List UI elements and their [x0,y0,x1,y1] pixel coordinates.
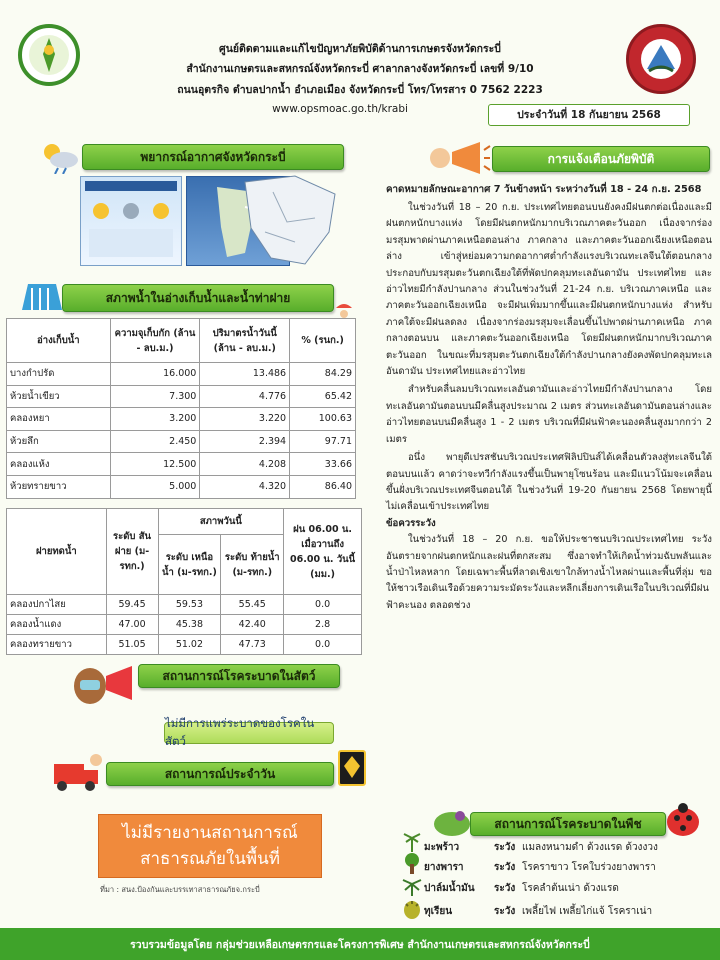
percent-value: 97.71 [290,430,356,453]
upstream-value: 51.02 [158,635,221,655]
col-capacity: ความจุเก็บกัก (ล้าน - ลบ.ม.) [110,319,200,363]
table-row [7,430,356,453]
reservoir-table [6,318,356,499]
col-volume: ปริมาตรน้ำวันนี้ (ล้าน - ลบ.ม.) [200,319,290,363]
volume-value: 4.776 [200,385,290,408]
crest-value: 59.45 [106,595,158,615]
warning-paragraph-4: ในช่วงวันที่ 18 – 20 ก.ย. ขอให้ประชาชนบริเวณประเทศไทย ระวังอันตรายจากฝนตกหนักและฝนที่ตกสะสม ซึ่งอาจทำให้เกิดน้ำท่วมฉับพลันและน้ำป่าไหลหลาก โดยเฉพาะพื้นที่ลาดเชิงเขาใกล้ทางน้ำไหลผ่านและพื้นที่ลุ่ม ขอให้ชาวเรือเดินเรือด้วยความระมัดระวังและหลีกเลี่ยงการเดินเรือในบริเวณที่มีฝนฟ้าคะนอง ตลอดช่วง [386,534,712,611]
caution-word: ระวัง [494,882,516,894]
capacity-value: 2.450 [110,430,200,453]
table-row [7,453,356,476]
capacity-value: 12.500 [110,453,200,476]
header-line-2: สำนักงานเกษตรและสหกรณ์จังหวัดกระบี่ ศาลากลางจังหวัดกระบี่ เลขที่ 9/10 [186,63,534,75]
daily-status-line-1: ไม่มีรายงานสถานการณ์ [122,823,298,843]
warning-paragraph-3: อนึ่ง พายุดีเปรสชันบริเวณประเทศฟิลิปปินส์ได้เคลื่อนตัวลงสู่ทะเลจีนใต้ตอนบนแล้ว คาดว่าจะทวีกำลังแรงขึ้นเป็นพายุโซนร้อน และมีแนวโน้มจะเคลื่อนขึ้นฝั่งบริเวณประเทศจีนตอนใต้ ในช่วงวันที่ 19-20 กันยายน 2568 โดยพายุนี้ไม่เคลื่อนเข้าประเทศไทย [386,452,712,513]
reservoir-title: สภาพน้ำในอ่างเก็บน้ำและน้ำท่าฝาย [62,284,334,312]
volume-value: 4.320 [200,475,290,498]
plant-disease-title: สถานการณ์โรคระบาดในพืช [470,812,666,836]
table-row [7,615,362,635]
warning-megaphone-icon [428,138,492,178]
firetruck-icon [52,752,104,792]
rain-value: 2.8 [284,615,362,635]
weather-forecast-image [80,176,182,266]
volume-value: 13.486 [200,363,290,386]
rain-value: 0.0 [284,635,362,655]
plant-row-coconut [398,838,658,856]
reservoir-name: คลองหยา [7,408,111,431]
pest-list: แมลงหนามดำ ด้วงแรด ด้วงงวง [522,841,658,853]
caution-word: ระวัง [494,905,516,917]
col-weir: ฝายทดน้ำ [7,509,107,595]
warning-paragraph-2: สำหรับคลื่นลมบริเวณทะเลอันดามันและอ่าวไทยมีกำลังปานกลาง โดยทะเลอันดามันตอนบนมีคลื่นสูงประมาณ 2 เมตร ส่วนทะเลอันดามันตอนล่างและอ่าวไทยตอนบนมีคลื่นสูง 1 - 2 เมตร บริเวณที่มีฝนฟ้าคะนองคลื่นสูงมากกว่า 2 เมตร [386,384,712,445]
dpm-logo [338,750,366,786]
daily-status-box [98,814,322,878]
downstream-value: 55.45 [221,595,284,615]
weir-name: คลองปกาไสย [7,595,107,615]
dam-icon [18,280,66,314]
percent-value: 33.66 [290,453,356,476]
forecast-heading: คาดหมายลักษณะอากาศ 7 วันข้างหน้า ระหว่างวันที่ 18 - 24 ก.ย. 2568 [386,184,702,195]
leaf-icon [430,806,474,840]
col-upstream: ระดับ เหนือน้ำ (ม-รทก.) [158,535,221,595]
daily-source: ที่มา : สนง.ป้องกันและบรรเทาสาธารณภัยจ.กระบี่ [100,885,260,894]
upstream-value: 45.38 [158,615,221,635]
header-website[interactable]: www.opsmoac.go.th/krabi [272,103,408,115]
crop-name: ยางพารา [424,861,464,873]
plant-row-oil-palm [398,879,619,897]
col-reservoir: อ่างเก็บน้ำ [7,319,111,363]
volume-value: 2.394 [200,430,290,453]
weir-name: คลองน้ำแดง [7,615,107,635]
weir-name: คลองทรายขาว [7,635,107,655]
col-today: สภาพวันนี้ [158,509,284,535]
table-row [7,385,356,408]
reservoir-name: คลองแห้ง [7,453,111,476]
col-crest: ระดับ สันฝาย (ม-รทก.) [106,509,158,595]
pest-list: โรคราขาว โรคใบร่วงยางพารา [522,861,656,873]
reservoir-name: ห้วยทรายขาว [7,475,111,498]
percent-value: 100.63 [290,408,356,431]
plant-row-durian [398,902,652,920]
crop-name: ทุเรียน [424,905,453,917]
krabi-seal-logo [626,24,696,94]
warning-text [386,200,712,614]
caution-word: ระวัง [494,841,516,853]
capacity-value: 7.300 [110,385,200,408]
reservoir-name: ห้วยน้ำเขียว [7,385,111,408]
warning-title: การแจ้งเตือนภัยพิบัติ [492,146,710,172]
volume-value: 3.220 [200,408,290,431]
capacity-value: 16.000 [110,363,200,386]
capacity-value: 3.200 [110,408,200,431]
percent-value: 86.40 [290,475,356,498]
daily-status-line-2: สาธารณภัยในพื้นที่ [140,849,280,869]
moac-logo [18,24,80,86]
header-line-3: ถนนอุตรกิจ ตำบลปากน้ำ อำเภอเมือง จังหวัดกระบี่ โทร/โทรสาร 0 7562 2223 [177,84,543,96]
caution-word: ระวัง [494,861,516,873]
downstream-value: 47.73 [221,635,284,655]
table-row [7,635,362,655]
pest-list: เพลี้ยไฟ เพลี้ยไก่แจ้ โรคราเน่า [522,905,653,917]
col-percent: % (รนก.) [290,319,356,363]
province-map-image [225,172,349,272]
crest-value: 51.05 [106,635,158,655]
ladybug-icon [664,802,702,838]
daily-situation-title: สถานการณ์ประจำวัน [106,762,334,786]
pest-list: โรคลำต้นเน่า ด้วงแรด [522,882,619,894]
col-rain: ฝน 06.00 น. เมื่อวานถึง 06.00 น. วันนี้ (มม.) [284,509,362,595]
capacity-value: 5.000 [110,475,200,498]
reservoir-name: บางกำปรัด [7,363,111,386]
caution-heading: ข้อควรระวัง [386,517,436,529]
weir-table [6,508,362,655]
percent-value: 65.42 [290,385,356,408]
weather-title: พยากรณ์อากาศจังหวัดกระบี่ [82,144,344,170]
plant-row-rubber [398,858,656,876]
table-row [7,475,356,498]
crop-name: ปาล์มน้ำมัน [424,882,475,894]
crop-name: มะพร้าว [424,841,460,853]
upstream-value: 59.53 [158,595,221,615]
downstream-value: 42.40 [221,615,284,635]
col-downstream: ระดับ ท้ายน้ำ (ม-รทก.) [221,535,284,595]
animal-disease-status: ไม่มีการแพร่ระบาดของโรคในสัตว์ [164,722,334,744]
reservoir-name: ห้วยลึก [7,430,111,453]
rain-value: 0.0 [284,595,362,615]
header-line-1: ศูนย์ติดตามและแก้ไขปัญหาภัยพิบัติด้านการเกษตรจังหวัดกระบี่ [219,43,501,55]
volume-value: 4.208 [200,453,290,476]
table-row [7,408,356,431]
table-row [7,363,356,386]
cow-megaphone-icon [66,656,138,710]
report-date: ประจำวันที่ 18 กันยายน 2568 [488,104,690,126]
table-row [7,595,362,615]
warning-paragraph-1: ในช่วงวันที่ 18 – 20 ก.ย. ประเทศไทยตอนบนยังคงมีฝนตกต่อเนื่องและมีฝนตกหนักบางแห่ง โดยมีฝนตกหนักมากบริเวณภาคตะวันออก เนื่องจากร่องมรสุมพาดผ่านภาคเหนือตอนล่าง ภาคกลาง และภาคตะวันออกเฉียงเหนือตอนล่าง เข้าสู่หย่อมความกดอากาศต่ำกำลังแรงบริเวณทะเลจีนใต้ตอนกลาง ประกอบกับมรสุมตะวันตกเฉียงใต้ที่พัดปกคลุมทะเลอันดามัน ประเทศไทย และอ่าวไทยมีกำลังปานกลาง ส่วนในช่วงวันที่ 21-24 ก.ย. บริเวณภาคเหนือ และภาคตะวันออกเฉียงเหนือ จะมีฝนเพิ่มมากขึ้นและมีฝนตกหนักบางแห่ง สำหรับภาคใต้จะมีฝนลดลง เนื่องจากร่องมรสุมจะเลื่อนขึ้นไปพาดผ่านภาคเหนือ ภาคกลางตอนบน และภาคตะวันออกเฉียงเหนือ โดยมีฝนตกหนักมากบริเวณภาคตะวันออก ในขณะที่มรสุมตะวันตกเฉียงใต้กำลังปานกลางยังคงพัดปกคลุมทะเลอันดามัน ประเทศไทยและอ่าวไทย [386,202,712,378]
animal-disease-title: สถานการณ์โรคระบาดในสัตว์ [138,664,340,688]
footer: รวบรวมข้อมูลโดย กลุ่มช่วยเหลือเกษตรกรและโครงการพิเศษ สำนักงานเกษตรและสหกรณ์จังหวัดกระบี่ [0,928,720,960]
percent-value: 84.29 [290,363,356,386]
weather-icon [38,140,82,174]
crest-value: 47.00 [106,615,158,635]
